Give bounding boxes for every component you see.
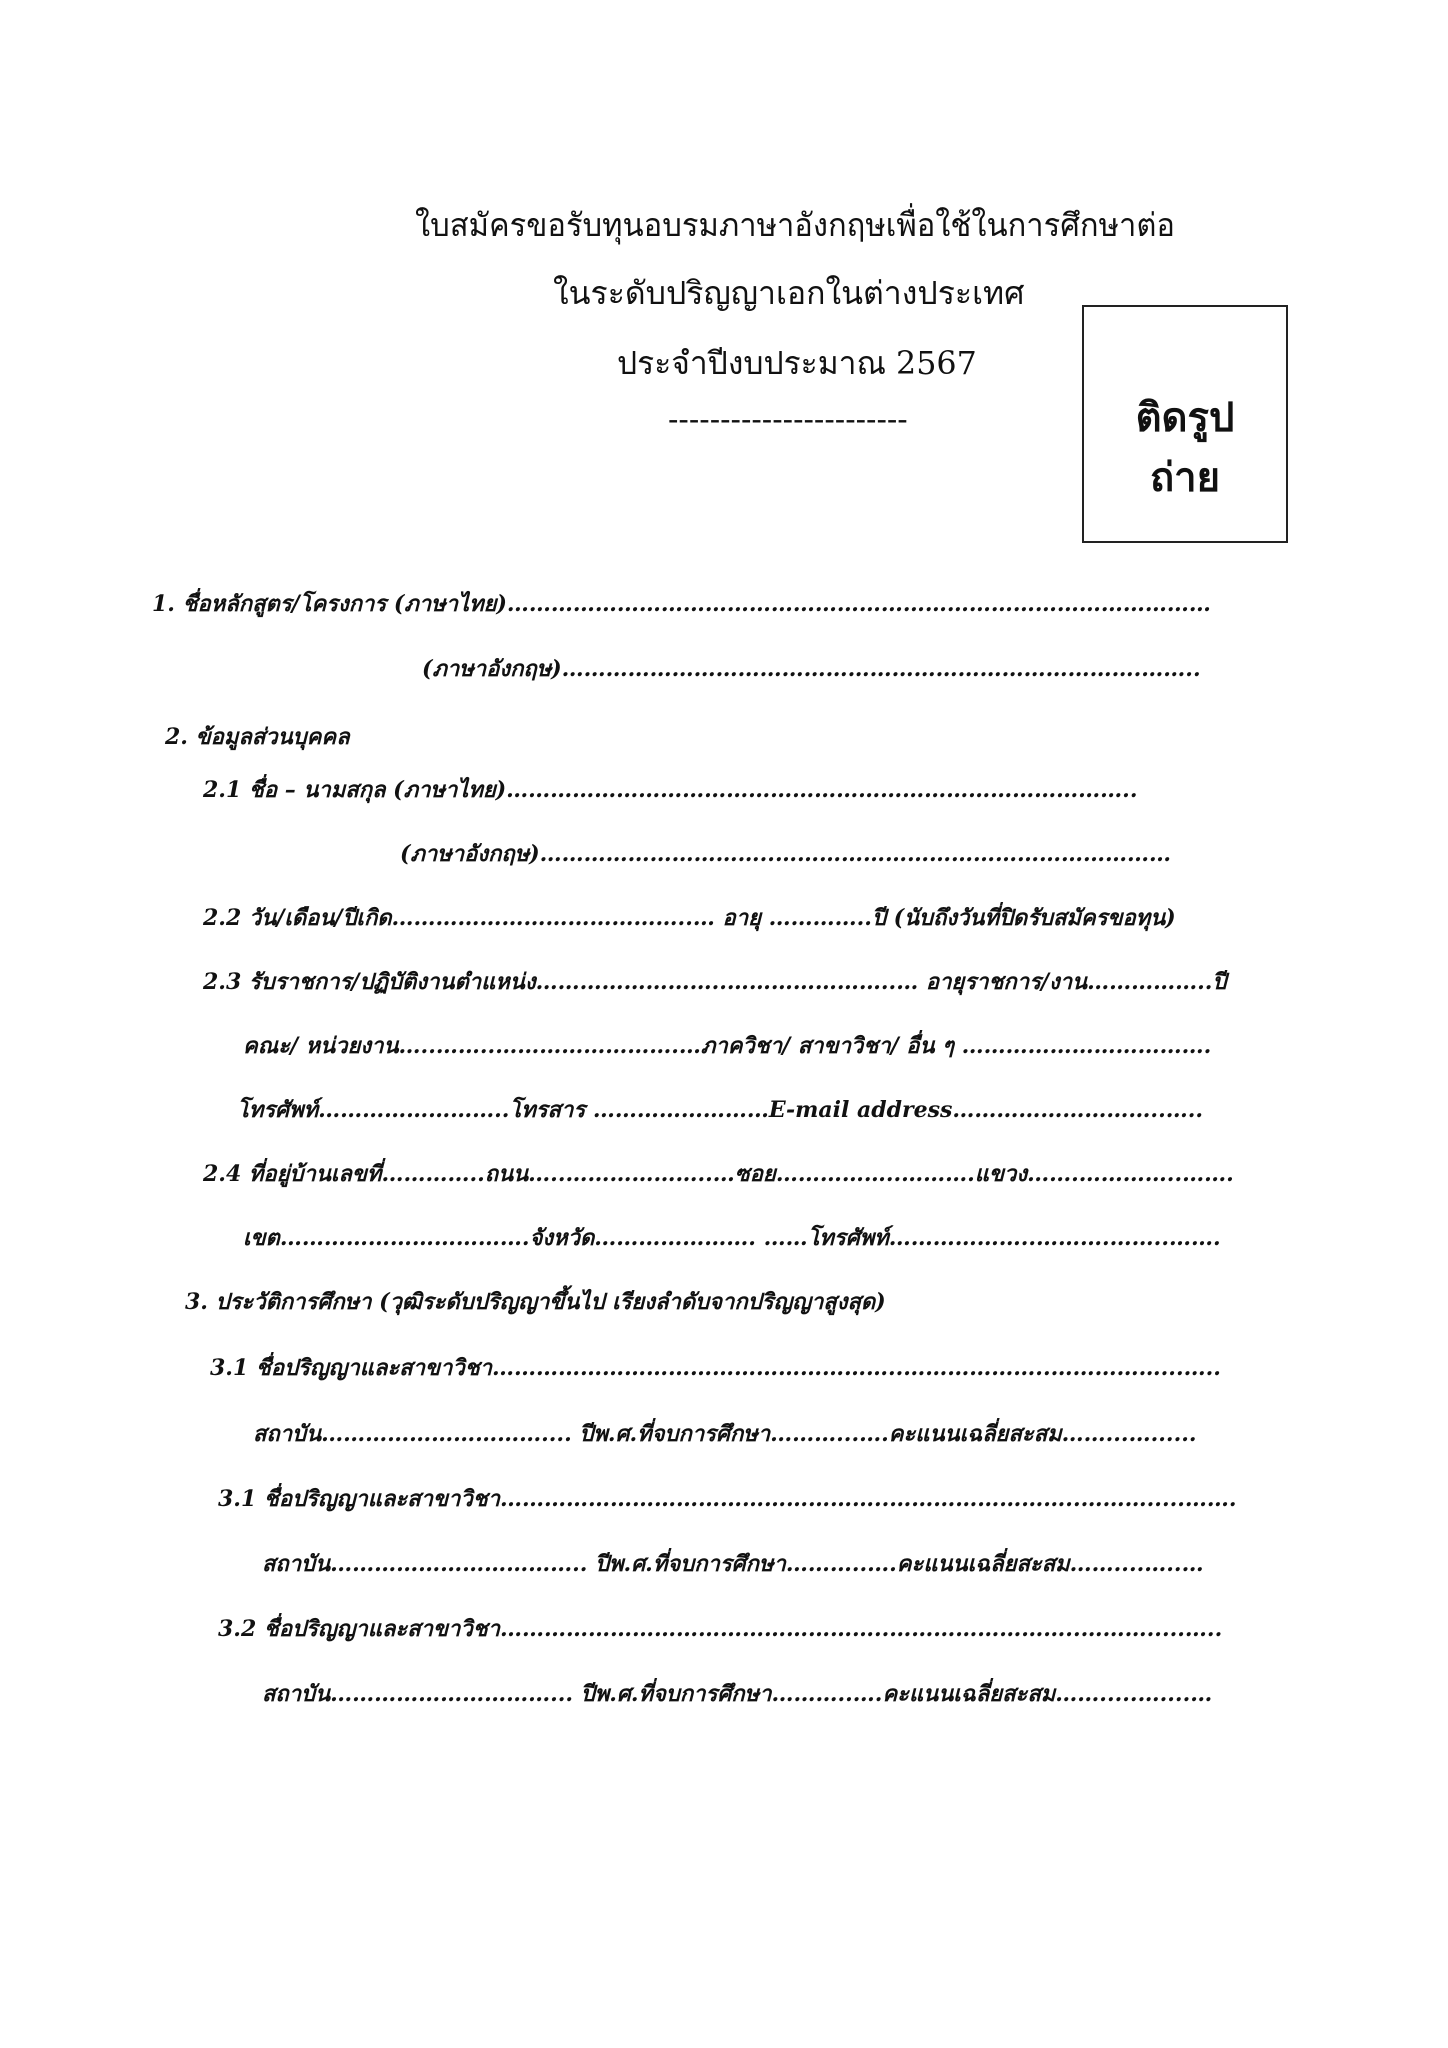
phone-fax-email-line[interactable]: โทรศัพท์……………………..โทรสาร ……………………E-mail address………………………..….. xyxy=(237,1097,1204,1123)
position-service-line[interactable]: 2.3 รับราชการ/ปฏิบัติงานตำแหน่ง……………………..…………………..… อายุราชการ/งาน……………..ปี xyxy=(203,969,1227,995)
degree-3-name-line[interactable]: 3.2 ชื่อปริญญาและสาขาวิชา……………………………………………..……………………..……….....….. xyxy=(218,1616,1223,1642)
title-separator: ----------------------- xyxy=(668,400,908,438)
form-title-line-1: ใบสมัครขอรับทุนอบรมภาษาอังกฤษเพื่อใช้ในการศึกษาต่อ xyxy=(415,206,1175,244)
form-title-line-3: ประจำปีงบประมาณ 2567 xyxy=(617,344,977,382)
full-name-thai-line[interactable]: 2.1 ชื่อ – นามสกุล (ภาษาไทย)………………………………………………………………………….. xyxy=(203,777,1138,803)
section-education-heading: 3. ประวัติการศึกษา (วุฒิระดับปริญญาขึ้นไป เรียงลำดับจากปริญญาสูงสุด) xyxy=(185,1289,886,1315)
full-name-english-line[interactable]: (ภาษาอังกฤษ)…………………………..……………………………………………… xyxy=(400,841,1171,867)
section-personal-info-heading: 2. ข้อมูลส่วนบุคคล xyxy=(165,724,350,750)
degree-2-institution-line[interactable]: สถาบัน…………………………….. ปีพ.ศ.ที่จบการศึกษา………..….คะแนนเฉลี่ยสะสม……....…..… xyxy=(262,1551,1204,1577)
degree-1-institution-line[interactable]: สถาบัน………………………….... ปีพ.ศ.ที่จบการศึกษา………...….คะแนนเฉลี่ยสะสม……...…...... xyxy=(253,1421,1197,1447)
photo-label-line-2: ถ่าย xyxy=(1149,455,1221,501)
home-address-line[interactable]: 2.4 ที่อยู่บ้านเลขที่…………..ถนน…..………………..…ซอย……………..……….แขวง…….…………..……. xyxy=(203,1161,1234,1187)
degree-1-name-line[interactable]: 3.1 ชื่อปริญญาและสาขาวิชา………………………………………………..………………..……………...….. xyxy=(210,1355,1221,1381)
form-title-line-2: ในระดับปริญญาเอกในต่างประเทศ xyxy=(553,274,1025,312)
photo-placeholder-box xyxy=(1082,305,1288,543)
course-name-english-line[interactable]: (ภาษาอังกฤษ)…………………………………………………………………….…….. xyxy=(422,656,1201,682)
photo-label-line-1: ติดรูป xyxy=(1135,395,1235,441)
course-name-thai-line[interactable]: 1. ชื่อหลักสูตร/โครงการ (ภาษาไทย)…………………………………………………………………………………… xyxy=(152,591,1211,617)
degree-3-institution-line[interactable]: สถาบัน…………………………... ปีพ.ศ.ที่จบการศึกษา………..….คะแนนเฉลี่ยสะสม…….....…....… xyxy=(262,1681,1213,1707)
birthdate-age-line[interactable]: 2.2 วัน/เดือน/ปีเกิด…………………………………..… อายุ …………..ปี (นับถึงวันที่ปิดรับสมัครขอทุน) xyxy=(203,905,1176,931)
degree-2-name-line[interactable]: 3.1 ชื่อปริญญาและสาขาวิชา……………………………………………..……………………..……….....……. xyxy=(218,1486,1237,1512)
faculty-department-line[interactable]: คณะ/ หน่วยงาน…..……..…………………….…ภาควิชา/ สาขาวิชา/ อื่น ๆ ……………………………. xyxy=(243,1033,1212,1059)
district-province-phone-line[interactable]: เขต…………………………….จังหวัด…………………. ……โทรศัพท์………………..……….……..……. xyxy=(243,1225,1221,1251)
